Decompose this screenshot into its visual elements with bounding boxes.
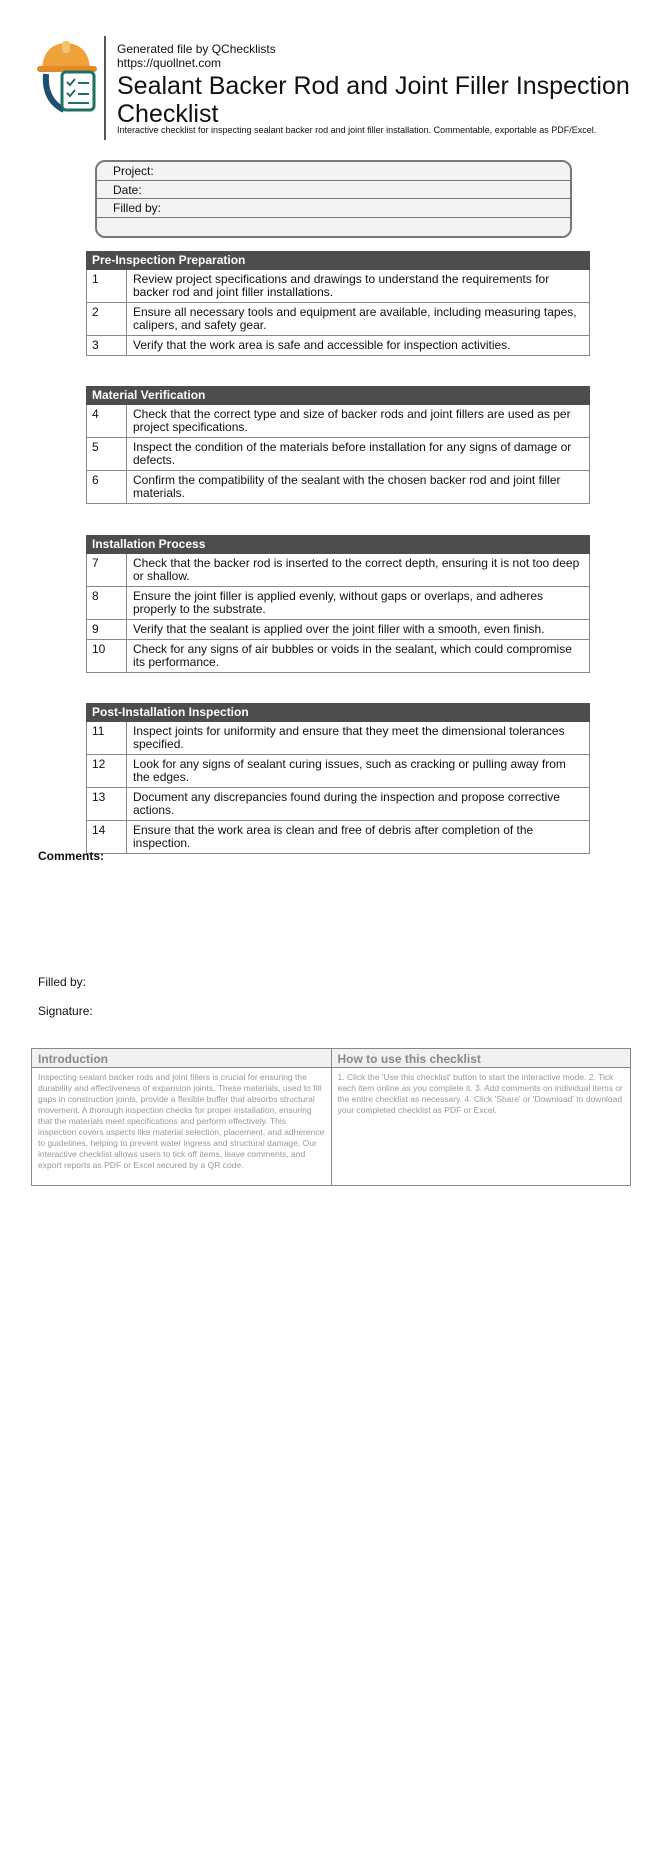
item-number: 10 <box>87 640 127 672</box>
item-text: Verify that the sealant is applied over the joint filler with a smooth, even finish. <box>133 622 545 636</box>
checklist-item[interactable] <box>86 471 590 504</box>
item-number: 7 <box>87 554 127 586</box>
item-text: Inspect the condition of the materials before installation for any signs of damage or defects. <box>133 440 572 467</box>
how-to-column <box>331 1049 631 1185</box>
introduction-column <box>32 1049 331 1185</box>
item-text: Document any discrepancies found during the inspection and propose corrective actions. <box>133 790 560 817</box>
section-post-installation <box>86 703 590 854</box>
item-text: Ensure that the work area is clean and free of debris after completion of the inspection. <box>133 823 534 850</box>
introduction-body: Inspecting sealant backer rods and joint fillers is crucial for ensuring the durability and effectiveness of expansion joints. These materials, used to fill gaps in construction joints, provide a flexible buffer that absorbs structural movement. A thorough inspection checks for proper installation, ensuring that the materials meet specifications and perform effectively. This inspection covers aspects like material selection, placement, and adherence to guidelines, helping to prevent water ingress and structural damage. Our interactive checklist allows users to tick off items, leave comments, and export reports as PDF or Excel secured by a QR code. <box>38 1072 325 1170</box>
section-header: Pre-Inspection Preparation <box>86 251 590 270</box>
checklist-item[interactable] <box>86 303 590 336</box>
document-header <box>34 34 634 144</box>
checklist-item[interactable] <box>86 587 590 620</box>
item-number: 8 <box>87 587 127 619</box>
filled-by-field[interactable]: Filled by: <box>97 199 570 218</box>
item-text: Check for any signs of air bubbles or voids in the sealant, which could compromise its performance. <box>133 642 572 669</box>
comments-label: Comments: <box>38 849 105 863</box>
checklist-item[interactable] <box>86 620 590 640</box>
checklist-item[interactable] <box>86 722 590 755</box>
item-number: 3 <box>87 336 127 355</box>
item-text: Check that the correct type and size of backer rods and joint fillers are used as per project specifications. <box>133 407 571 434</box>
item-text: Verify that the work area is safe and accessible for inspection activities. <box>133 338 511 352</box>
item-number: 9 <box>87 620 127 639</box>
checklist-item[interactable] <box>86 270 590 303</box>
section-installation-process <box>86 535 590 673</box>
item-number: 12 <box>87 755 127 787</box>
item-text: Review project specifications and drawings to understand the requirements for backer rod and joint filler installations. <box>133 272 550 299</box>
item-text: Ensure all necessary tools and equipment are available, including measuring tapes, calipers, and safety gear. <box>133 305 577 332</box>
generated-by-text: Generated file by QChecklists <box>117 42 276 56</box>
item-number: 14 <box>87 821 127 853</box>
item-text: Confirm the compatibility of the sealant with the chosen backer rod and joint filler materials. <box>133 473 561 500</box>
item-number: 11 <box>87 722 127 754</box>
checklist-item[interactable] <box>86 405 590 438</box>
item-text: Inspect joints for uniformity and ensure that they meet the dimensional tolerances specified. <box>133 724 565 751</box>
how-to-body: 1. Click the 'Use this checklist' button to start the interactive mode. 2. Tick each item online as you complete it. 3. Add comments on individual items or the entire checklist as necessary. 4. Click 'Share' or 'Download' to download your completed checklist as PDF or Excel. <box>337 1072 623 1115</box>
checklist-item[interactable] <box>86 755 590 788</box>
source-url-link[interactable]: https://quollnet.com <box>117 56 222 70</box>
item-number: 1 <box>87 270 127 302</box>
section-header: Post-Installation Inspection <box>86 703 590 722</box>
date-field[interactable]: Date: <box>97 181 570 200</box>
page-title: Sealant Backer Rod and Joint Filler Inspection Checklist <box>117 72 630 128</box>
checklist-item[interactable] <box>86 438 590 471</box>
section-pre-inspection <box>86 251 590 356</box>
introduction-table <box>31 1048 631 1186</box>
project-info-box <box>95 160 572 238</box>
item-number: 4 <box>87 405 127 437</box>
introduction-heading: Introduction <box>32 1049 331 1068</box>
filled-by-label: Filled by: <box>38 975 87 989</box>
item-text: Look for any signs of sealant curing issues, such as cracking or pulling away from the edges. <box>133 757 566 784</box>
checklist-item[interactable] <box>86 336 590 356</box>
checklist-item[interactable] <box>86 640 590 673</box>
project-field[interactable]: Project: <box>97 162 570 181</box>
item-number: 6 <box>87 471 127 503</box>
checklist-item[interactable] <box>86 788 590 821</box>
section-header: Installation Process <box>86 535 590 554</box>
how-to-heading: How to use this checklist <box>332 1049 631 1068</box>
page-subtitle: Interactive checklist for inspecting sealant backer rod and joint filler installation. Commentable, exportable as PDF/Excel. <box>117 125 597 135</box>
item-number: 5 <box>87 438 127 470</box>
item-text: Ensure the joint filler is applied evenly, without gaps or overlaps, and adheres properly to the substrate. <box>133 589 544 616</box>
item-number: 13 <box>87 788 127 820</box>
item-text: Check that the backer rod is inserted to the correct depth, ensuring it is not too deep or shallow. <box>133 556 580 583</box>
section-material-verification <box>86 386 590 504</box>
checklist-item[interactable] <box>86 821 590 854</box>
section-header: Material Verification <box>86 386 590 405</box>
item-number: 2 <box>87 303 127 335</box>
checklist-item[interactable] <box>86 554 590 587</box>
signature-label: Signature: <box>38 1004 93 1018</box>
header-divider <box>104 36 106 140</box>
hard-hat-checklist-logo-icon <box>34 38 104 114</box>
blank-field[interactable] <box>97 218 570 237</box>
